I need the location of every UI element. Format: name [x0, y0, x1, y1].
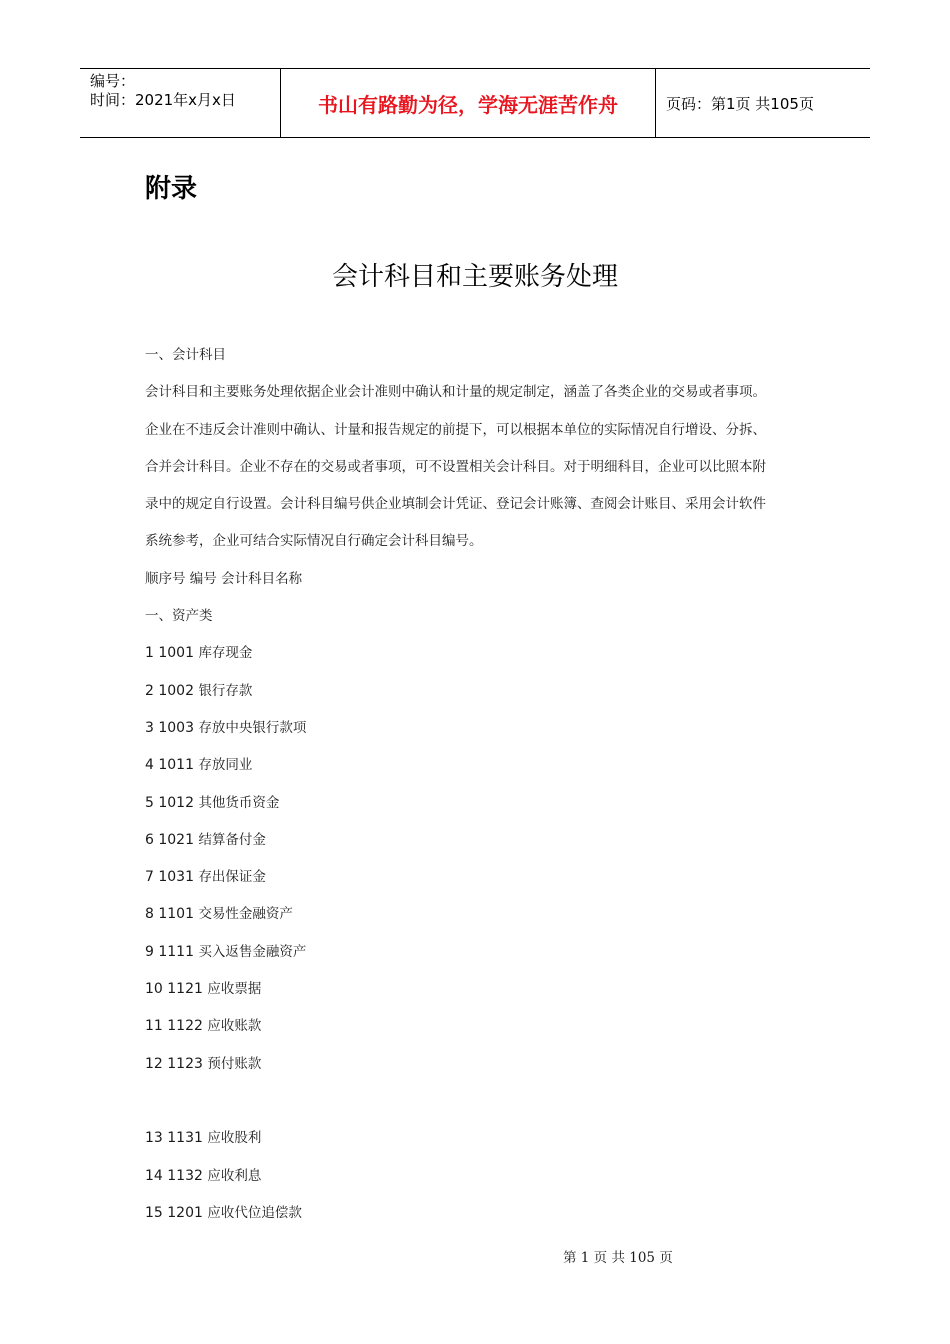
- account-name: 银行存款: [198, 682, 253, 699]
- account-row: [145, 673, 825, 710]
- account-number-code: 9 1111: [145, 943, 199, 960]
- appendix-heading: 附录: [145, 174, 198, 204]
- account-row: [145, 822, 825, 859]
- account-row: [145, 635, 825, 672]
- document-title: 会计科目和主要账务处理: [331, 262, 618, 292]
- account-name: 应收利息: [207, 1167, 262, 1184]
- account-number-code: 13 1131: [145, 1130, 208, 1147]
- account-row: [145, 1008, 825, 1045]
- account-number-code: 2 1002: [145, 682, 199, 699]
- account-row: [145, 859, 825, 896]
- account-row: [145, 1158, 825, 1195]
- footer-page-number: 第 1 页 共 105 页: [563, 1250, 673, 1266]
- account-number-code: 1 1001: [145, 645, 199, 662]
- account-list: [145, 1120, 825, 1232]
- account-number-code: 10 1121: [145, 981, 208, 998]
- category-heading: 一、资产类: [145, 608, 213, 625]
- account-name: 结算备付金: [198, 831, 266, 848]
- page-header: [80, 68, 870, 138]
- account-number-code: 8 1101: [145, 906, 199, 923]
- account-row: [145, 1195, 825, 1232]
- account-number-code: 15 1201: [145, 1204, 208, 1221]
- header-meta: [80, 69, 280, 137]
- account-row: [145, 1046, 825, 1083]
- time-label: 时间：2021年x月x日: [90, 91, 236, 109]
- account-number-code: 11 1122: [145, 1018, 208, 1035]
- paragraph-line: 录中的规定自行设置。会计科目编号供企业填制会计凭证、登记会计账簿、查阅会计账目、采用会计软件: [145, 496, 766, 513]
- account-row: [145, 896, 825, 933]
- paragraph-line: 系统参考，企业可结合实际情况自行确定会计科目编号。: [145, 533, 483, 550]
- account-name: 应收股利: [207, 1130, 262, 1147]
- account-row: [145, 785, 825, 822]
- account-row: [145, 934, 825, 971]
- account-name: 应收代位追偿款: [207, 1204, 302, 1221]
- paragraph-line: 会计科目和主要账务处理依据企业会计准则中确认和计量的规定制定，涵盖了各类企业的交易或者事项。: [145, 384, 766, 401]
- account-number-code: 3 1003: [145, 719, 199, 736]
- account-number-code: 14 1132: [145, 1167, 208, 1184]
- account-row: [145, 710, 825, 747]
- account-number-code: 5 1012: [145, 794, 199, 811]
- account-name: 存放中央银行款项: [198, 719, 307, 736]
- account-name: 交易性金融资产: [198, 906, 293, 923]
- account-name: 其他货币资金: [198, 794, 280, 811]
- account-number-code: 4 1011: [145, 757, 199, 774]
- account-name: 存出保证金: [198, 869, 266, 886]
- header-motto: 书山有路勤为径，学海无涯苦作舟: [280, 69, 656, 137]
- table-header: 顺序号 编号 会计科目名称: [145, 570, 303, 587]
- account-name: 应收票据: [207, 981, 262, 998]
- account-name: 库存现金: [198, 645, 253, 662]
- spacer: [145, 1083, 825, 1120]
- account-number-code: 12 1123: [145, 1055, 208, 1072]
- account-name: 存放同业: [198, 757, 253, 774]
- account-number-code: 7 1031: [145, 869, 199, 886]
- paragraph-line: 合并会计科目。企业不存在的交易或者事项，可不设置相关会计科目。对于明细科目，企业可以比照本附: [145, 458, 766, 475]
- paragraph-line: 企业在不违反会计准则中确认、计量和报告规定的前提下，可以根据本单位的实际情况自行增设、分拆、: [145, 421, 766, 438]
- account-name: 应收账款: [207, 1018, 262, 1035]
- section-heading: 一、会计科目: [145, 347, 226, 363]
- number-label: 编号：: [90, 72, 136, 90]
- account-name: 买入返售金融资产: [198, 943, 307, 960]
- document-body: [145, 337, 825, 1232]
- account-list: [145, 635, 825, 1083]
- account-row: [145, 747, 825, 784]
- account-name: 预付账款: [207, 1055, 262, 1072]
- account-row: [145, 971, 825, 1008]
- account-row: [145, 1120, 825, 1157]
- header-page-info: 页码：第1页 共105页: [666, 94, 814, 113]
- account-number-code: 6 1021: [145, 831, 199, 848]
